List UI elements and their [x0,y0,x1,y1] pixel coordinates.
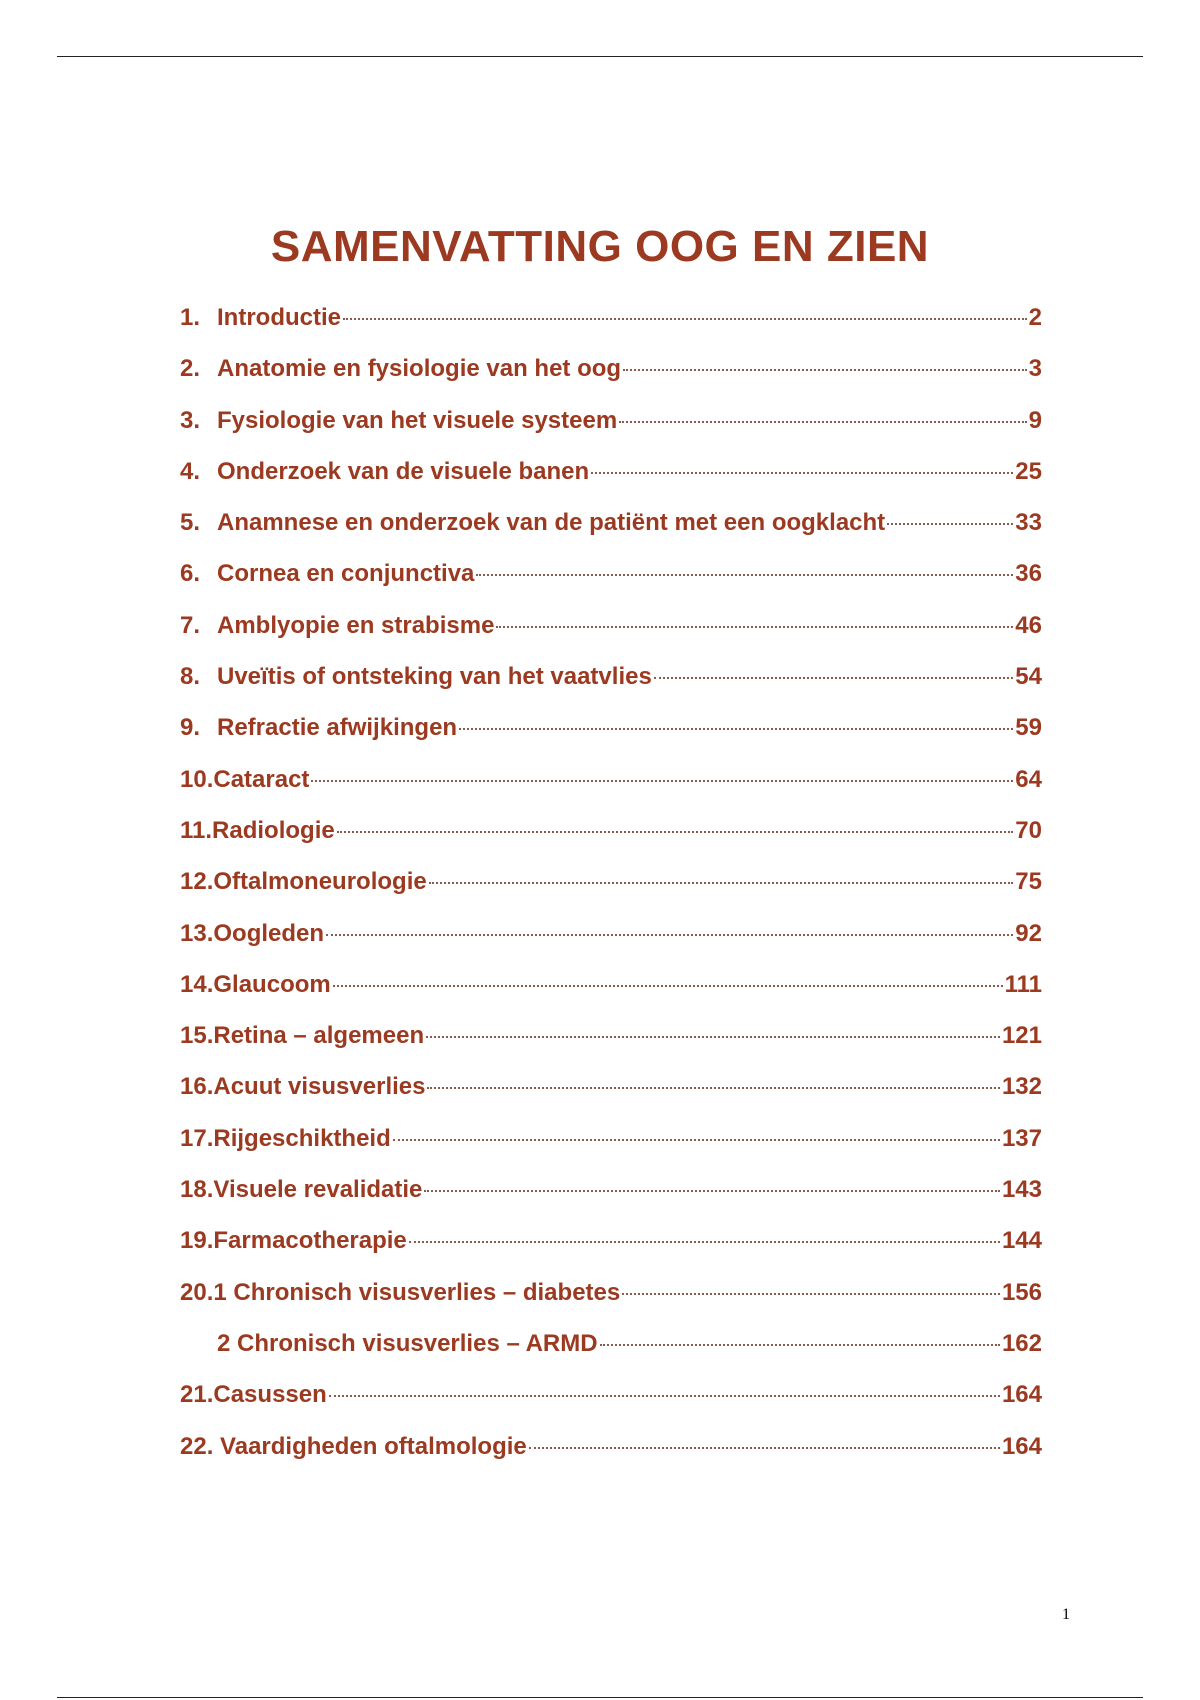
toc-dot-leader [326,934,1013,936]
toc-label: Amblyopie en strabisme [217,611,495,639]
toc-dot-leader [459,728,1013,730]
toc-dot-leader [393,1139,1000,1141]
toc-number: 2. [180,355,201,383]
page-number: 1 [1062,1606,1070,1623]
toc-dot-leader [337,831,1014,833]
toc-label: Casussen [213,1381,327,1409]
toc-number: 15. [180,1022,214,1050]
toc-entry-21[interactable] [180,1381,1042,1432]
toc-page-number: 132 [1001,1073,1042,1101]
toc-page-number: 46 [1015,611,1042,639]
toc-page-number: 137 [1001,1124,1042,1152]
toc-entry-8[interactable] [180,663,1042,714]
toc-label: Visuele revalidatie [213,1176,423,1204]
toc-entry-9[interactable] [180,714,1042,765]
toc-number: 13. [180,919,214,947]
header-rule [57,56,1143,57]
table-of-contents [180,304,1042,1484]
toc-label: Onderzoek van de visuele banen [217,457,590,485]
toc-entry-15[interactable] [180,1022,1042,1073]
toc-entry-12[interactable] [180,868,1042,919]
toc-dot-leader [496,626,1013,628]
toc-entry-20-2[interactable] [180,1330,1042,1381]
toc-number: 20.1 [180,1278,227,1306]
toc-page-number: 36 [1015,560,1042,588]
toc-entry-11[interactable] [180,817,1042,868]
toc-number: 18. [180,1176,214,1204]
toc-label: Fysiologie van het visuele systeem [217,406,618,434]
toc-page-number: 143 [1001,1176,1042,1204]
toc-entry-10[interactable] [180,766,1042,817]
toc-entry-7[interactable] [180,612,1042,663]
toc-entry-4[interactable] [180,458,1042,509]
toc-entry-16[interactable] [180,1073,1042,1124]
toc-dot-leader [887,523,1013,525]
toc-page-number: 9 [1028,406,1042,434]
toc-entry-17[interactable] [180,1125,1042,1176]
toc-dot-leader [529,1447,1000,1449]
toc-number: 8. [180,663,201,691]
toc-dot-leader [329,1395,1000,1397]
toc-dot-leader [333,985,1003,987]
toc-page-number: 64 [1015,765,1042,793]
toc-page-number: 92 [1015,919,1042,947]
toc-dot-leader [476,574,1013,576]
toc-number: 9. [180,714,201,742]
toc-label: Cataract [213,765,310,793]
toc-page-number: 75 [1015,868,1042,896]
toc-dot-leader [622,1293,1000,1295]
toc-entry-6[interactable] [180,560,1042,611]
footer-rule [57,1697,1143,1698]
toc-label: Refractie afwijkingen [217,714,458,742]
toc-number: 17. [180,1124,214,1152]
toc-number: 21. [180,1381,214,1409]
toc-page-number: 111 [1004,970,1042,998]
toc-dot-leader [429,882,1014,884]
toc-label: Anatomie en fysiologie van het oog [217,355,622,383]
toc-label: Rijgeschiktheid [213,1124,391,1152]
toc-entry-2[interactable] [180,355,1042,406]
toc-dot-leader [409,1241,1000,1243]
toc-number: 4. [180,457,201,485]
toc-label: Anamnese en onderzoek van de patiënt met een oogklacht [217,509,886,537]
toc-dot-leader [343,318,1027,320]
toc-label: Farmacotherapie [213,1227,407,1255]
toc-page-number: 162 [1001,1329,1042,1357]
toc-number: 6. [180,560,201,588]
toc-number: 11. [180,816,213,844]
toc-dot-leader [619,421,1026,423]
toc-label: Glaucoom [213,970,331,998]
toc-label: 2 Chronisch visusverlies – ARMD [217,1329,598,1357]
toc-dot-leader [654,677,1013,679]
toc-number: 16. [180,1073,214,1101]
toc-label: Radiologie [212,816,335,844]
toc-label: Uveïtis of ontsteking van het vaatvlies [217,663,652,691]
toc-page-number: 2 [1028,304,1042,331]
toc-entry-20-1[interactable] [180,1279,1042,1330]
toc-entry-1[interactable] [180,304,1042,355]
toc-number: 1. [180,304,201,331]
toc-dot-leader [600,1344,1000,1346]
toc-page-number: 54 [1015,663,1042,691]
toc-label: Introductie [217,304,341,331]
toc-dot-leader [426,1036,1000,1038]
toc-dot-leader [311,780,1013,782]
toc-number: 14. [180,970,214,998]
toc-page-number: 3 [1028,355,1042,383]
toc-page-number: 33 [1015,509,1042,537]
toc-entry-3[interactable] [180,407,1042,458]
toc-dot-leader [591,472,1013,474]
toc-dot-leader [623,369,1027,371]
toc-dot-leader [424,1190,1000,1192]
toc-number: 12. [180,868,214,896]
toc-label: Retina – algemeen [213,1022,425,1050]
toc-page-number: 70 [1015,816,1042,844]
toc-number: 10. [180,765,214,793]
toc-label: Vaardigheden oftalmologie [213,1432,527,1460]
toc-number: 7. [180,611,201,639]
toc-label: Acuut visusverlies [213,1073,426,1101]
toc-number: 5. [180,509,201,537]
toc-entry-22[interactable] [180,1433,1042,1484]
toc-number: 19. [180,1227,214,1255]
toc-entry-19[interactable] [180,1227,1042,1278]
toc-entry-14[interactable] [180,971,1042,1022]
toc-number: 22. [180,1432,214,1460]
toc-label: Chronisch visusverlies – diabetes [226,1278,621,1306]
toc-label: Cornea en conjunctiva [217,560,475,588]
toc-number: 3. [180,406,201,434]
toc-page-number: 144 [1001,1227,1042,1255]
toc-page-number: 164 [1001,1381,1042,1409]
toc-page-number: 121 [1001,1022,1042,1050]
toc-page-number: 164 [1001,1432,1042,1460]
toc-entry-18[interactable] [180,1176,1042,1227]
toc-label: Oftalmoneurologie [213,868,427,896]
toc-page-number: 59 [1015,714,1042,742]
toc-label: Oogleden [213,919,325,947]
toc-entry-5[interactable] [180,509,1042,560]
document-title: SAMENVATTING OOG EN ZIEN [270,222,930,271]
toc-page-number: 25 [1015,457,1042,485]
toc-dot-leader [427,1087,999,1089]
toc-entry-13[interactable] [180,920,1042,971]
toc-page-number: 156 [1001,1278,1042,1306]
